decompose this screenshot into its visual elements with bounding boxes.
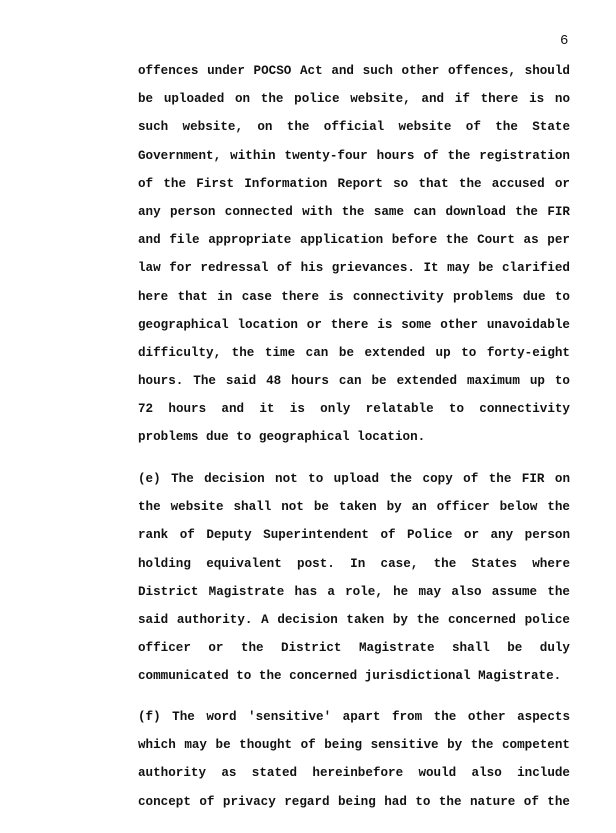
text-line: geographical location or there is some other unavoidable — [138, 317, 570, 332]
text-line: difficulty, the time can be extended up to forty-eight — [138, 345, 570, 360]
text-line: of the First Information Report so that the accused or — [138, 176, 570, 191]
text-line: concept of privacy regard being had to the nature of the — [138, 794, 570, 809]
paragraph-continuation — [138, 57, 570, 452]
text-line: such website, on the official website of the State — [138, 120, 570, 135]
text-line: any person connected with the same can download the FIR — [138, 204, 570, 219]
text-line: law for redressal of his grievances. It may be clarified — [138, 261, 570, 276]
text-line: District Magistrate has a role, he may also assume the — [138, 584, 570, 599]
text-line: communicated to the concerned jurisdictional Magistrate. — [138, 669, 562, 684]
paragraph-f — [138, 703, 570, 816]
text-line: problems due to geographical location. — [138, 430, 426, 445]
paragraph-e — [138, 465, 570, 691]
text-line: authority as stated hereinbefore would also include — [138, 766, 570, 781]
text-line: offences under POCSO Act and such other offences, should — [138, 64, 570, 78]
text-line: rank of Deputy Superintendent of Police or any person — [138, 528, 570, 543]
text-line: here that in case there is connectivity problems due to — [138, 289, 570, 304]
text-line: the website shall not be taken by an officer below the — [138, 500, 570, 515]
text-line: said authority. A decision taken by the concerned police — [138, 612, 570, 627]
text-line: and file appropriate application before the Court as per — [138, 233, 570, 248]
text-line: officer or the District Magistrate shall be duly — [138, 641, 570, 656]
text-line: be uploaded on the police website, and if there is no — [138, 92, 570, 107]
page-number: 6 — [560, 33, 569, 49]
text-line: hours. The said 48 hours can be extended maximum up to — [138, 374, 570, 389]
text-line: holding equivalent post. In case, the States where — [138, 556, 570, 571]
text-line: which may be thought of being sensitive by the competent — [138, 738, 570, 753]
text-line: 72 hours and it is only relatable to connectivity — [138, 402, 570, 417]
text-line: (f) The word 'sensitive' apart from the other aspects — [138, 710, 570, 724]
text-line: (e) The decision not to upload the copy of the FIR on — [138, 472, 570, 486]
text-line: Government, within twenty-four hours of the registration — [138, 148, 570, 163]
